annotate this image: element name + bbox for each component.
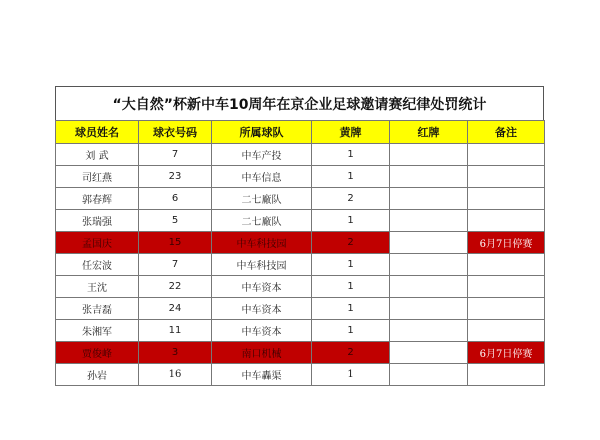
jersey-number-cell[interactable]: 15 (139, 232, 212, 254)
team-cell[interactable]: 中车资本 (212, 276, 312, 298)
yellow-card-cell[interactable]: 2 (312, 342, 390, 364)
jersey-number-cell[interactable]: 16 (139, 364, 212, 386)
team-cell[interactable]: 中车科技园 (212, 232, 312, 254)
note-cell[interactable] (468, 188, 545, 210)
table-row (56, 320, 545, 342)
jersey-number-cell[interactable]: 11 (139, 320, 212, 342)
table-row (56, 364, 545, 386)
yellow-card-cell[interactable]: 1 (312, 210, 390, 232)
note-cell[interactable] (468, 144, 545, 166)
team-cell[interactable]: 二七廠队 (212, 210, 312, 232)
note-cell[interactable] (468, 320, 545, 342)
player-name-cell[interactable]: 孟国庆 (56, 232, 139, 254)
player-name-cell[interactable]: 孙岩 (56, 364, 139, 386)
yellow-card-cell[interactable]: 2 (312, 188, 390, 210)
yellow-card-cell[interactable]: 1 (312, 166, 390, 188)
note-cell[interactable] (468, 298, 545, 320)
red-card-cell[interactable] (390, 166, 468, 188)
table-row (56, 276, 545, 298)
red-card-cell[interactable] (390, 298, 468, 320)
jersey-number-cell[interactable]: 3 (139, 342, 212, 364)
note-cell[interactable] (468, 254, 545, 276)
player-name-cell[interactable]: 王沈 (56, 276, 139, 298)
col-header-number[interactable]: 球衣号码 (139, 121, 212, 144)
table-row (56, 232, 545, 254)
table-row (56, 188, 545, 210)
jersey-number-cell[interactable]: 24 (139, 298, 212, 320)
team-cell[interactable]: 中车资本 (212, 320, 312, 342)
jersey-number-cell[interactable]: 22 (139, 276, 212, 298)
red-card-cell[interactable] (390, 342, 468, 364)
table-row (56, 144, 545, 166)
team-cell[interactable]: 南口机械 (212, 342, 312, 364)
yellow-card-cell[interactable]: 1 (312, 276, 390, 298)
note-cell[interactable] (468, 276, 545, 298)
team-cell[interactable]: 二七廠队 (212, 188, 312, 210)
sheet-title: “大自然”杯新中车10周年在京企业足球邀请赛纪律处罚统计 (55, 86, 544, 120)
header-row (56, 121, 545, 144)
jersey-number-cell[interactable]: 7 (139, 254, 212, 276)
table-row (56, 166, 545, 188)
red-card-cell[interactable] (390, 276, 468, 298)
jersey-number-cell[interactable]: 7 (139, 144, 212, 166)
table-row (56, 342, 545, 364)
col-header-yellow[interactable]: 黄牌 (312, 121, 390, 144)
team-cell[interactable]: 中车信息 (212, 166, 312, 188)
yellow-card-cell[interactable]: 1 (312, 364, 390, 386)
table-body (56, 144, 545, 386)
table-row (56, 254, 545, 276)
red-card-cell[interactable] (390, 254, 468, 276)
player-name-cell[interactable]: 郭春辉 (56, 188, 139, 210)
player-name-cell[interactable]: 贾俊峰 (56, 342, 139, 364)
col-header-team[interactable]: 所属球队 (212, 121, 312, 144)
col-header-note[interactable]: 备注 (468, 121, 545, 144)
team-cell[interactable]: 中车科技园 (212, 254, 312, 276)
yellow-card-cell[interactable]: 1 (312, 298, 390, 320)
player-name-cell[interactable]: 张瑞强 (56, 210, 139, 232)
yellow-card-cell[interactable]: 1 (312, 320, 390, 342)
discipline-table (55, 120, 545, 386)
yellow-card-cell[interactable]: 1 (312, 144, 390, 166)
note-cell[interactable] (468, 166, 545, 188)
col-header-red[interactable]: 红牌 (390, 121, 468, 144)
player-name-cell[interactable]: 刘 武 (56, 144, 139, 166)
discipline-sheet (55, 86, 544, 386)
team-cell[interactable]: 中车资本 (212, 298, 312, 320)
team-cell[interactable]: 中车产投 (212, 144, 312, 166)
table-row (56, 210, 545, 232)
yellow-card-cell[interactable]: 1 (312, 254, 390, 276)
jersey-number-cell[interactable]: 23 (139, 166, 212, 188)
team-cell[interactable]: 中车轟渠 (212, 364, 312, 386)
red-card-cell[interactable] (390, 210, 468, 232)
red-card-cell[interactable] (390, 364, 468, 386)
table-row (56, 298, 545, 320)
col-header-name[interactable]: 球员姓名 (56, 121, 139, 144)
jersey-number-cell[interactable]: 6 (139, 188, 212, 210)
player-name-cell[interactable]: 张吉磊 (56, 298, 139, 320)
player-name-cell[interactable]: 任宏波 (56, 254, 139, 276)
yellow-card-cell[interactable]: 2 (312, 232, 390, 254)
red-card-cell[interactable] (390, 188, 468, 210)
red-card-cell[interactable] (390, 232, 468, 254)
red-card-cell[interactable] (390, 144, 468, 166)
player-name-cell[interactable]: 朱湘军 (56, 320, 139, 342)
jersey-number-cell[interactable]: 5 (139, 210, 212, 232)
note-cell[interactable] (468, 210, 545, 232)
player-name-cell[interactable]: 司红燕 (56, 166, 139, 188)
note-cell[interactable] (468, 364, 545, 386)
red-card-cell[interactable] (390, 320, 468, 342)
note-cell[interactable]: 6月7日停赛 (468, 232, 545, 254)
note-cell[interactable]: 6月7日停赛 (468, 342, 545, 364)
